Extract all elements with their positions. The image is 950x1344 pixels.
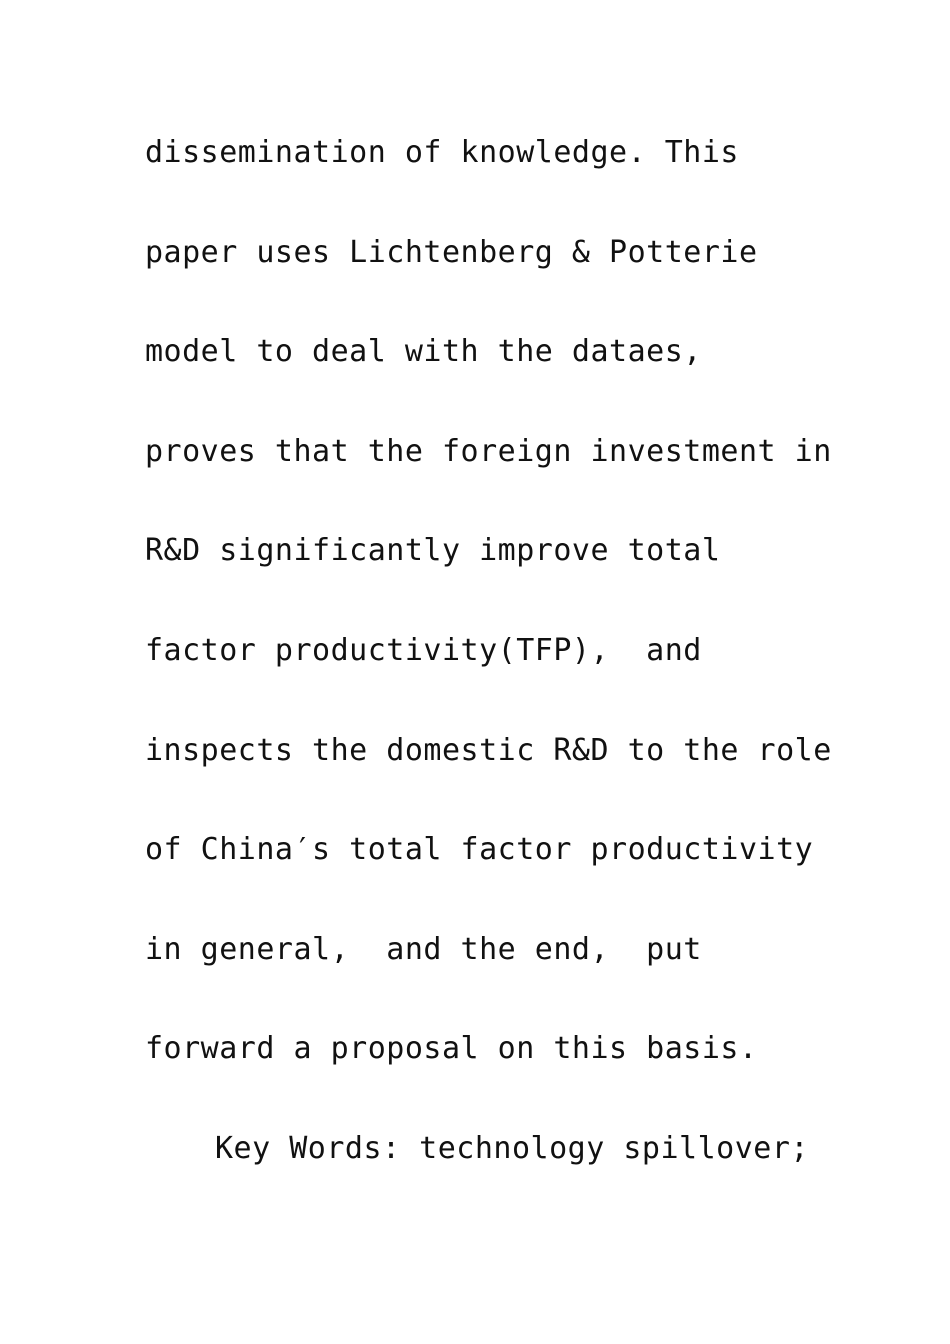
- abstract-line: inspects the domestic R&D to the role: [145, 732, 832, 768]
- abstract-line: paper uses Lichtenberg & Potterie: [145, 234, 758, 270]
- abstract-line: model to deal with the dataes,: [145, 334, 702, 370]
- keywords-line: Key Words: technology spillover;: [215, 1130, 809, 1166]
- abstract-line: R&D significantly improve total: [145, 533, 721, 569]
- abstract-line: dissemination of knowledge. This: [145, 135, 739, 170]
- abstract-line: of China′s total factor productivity: [145, 832, 814, 868]
- abstract-line: factor productivity(TFP), and: [145, 632, 702, 668]
- abstract-line: forward a proposal on this basis.: [145, 1031, 758, 1067]
- abstract-line: in general, and the end, put: [145, 931, 702, 967]
- abstract-line: proves that the foreign investment in: [145, 433, 832, 469]
- abstract-text: [145, 123, 832, 1219]
